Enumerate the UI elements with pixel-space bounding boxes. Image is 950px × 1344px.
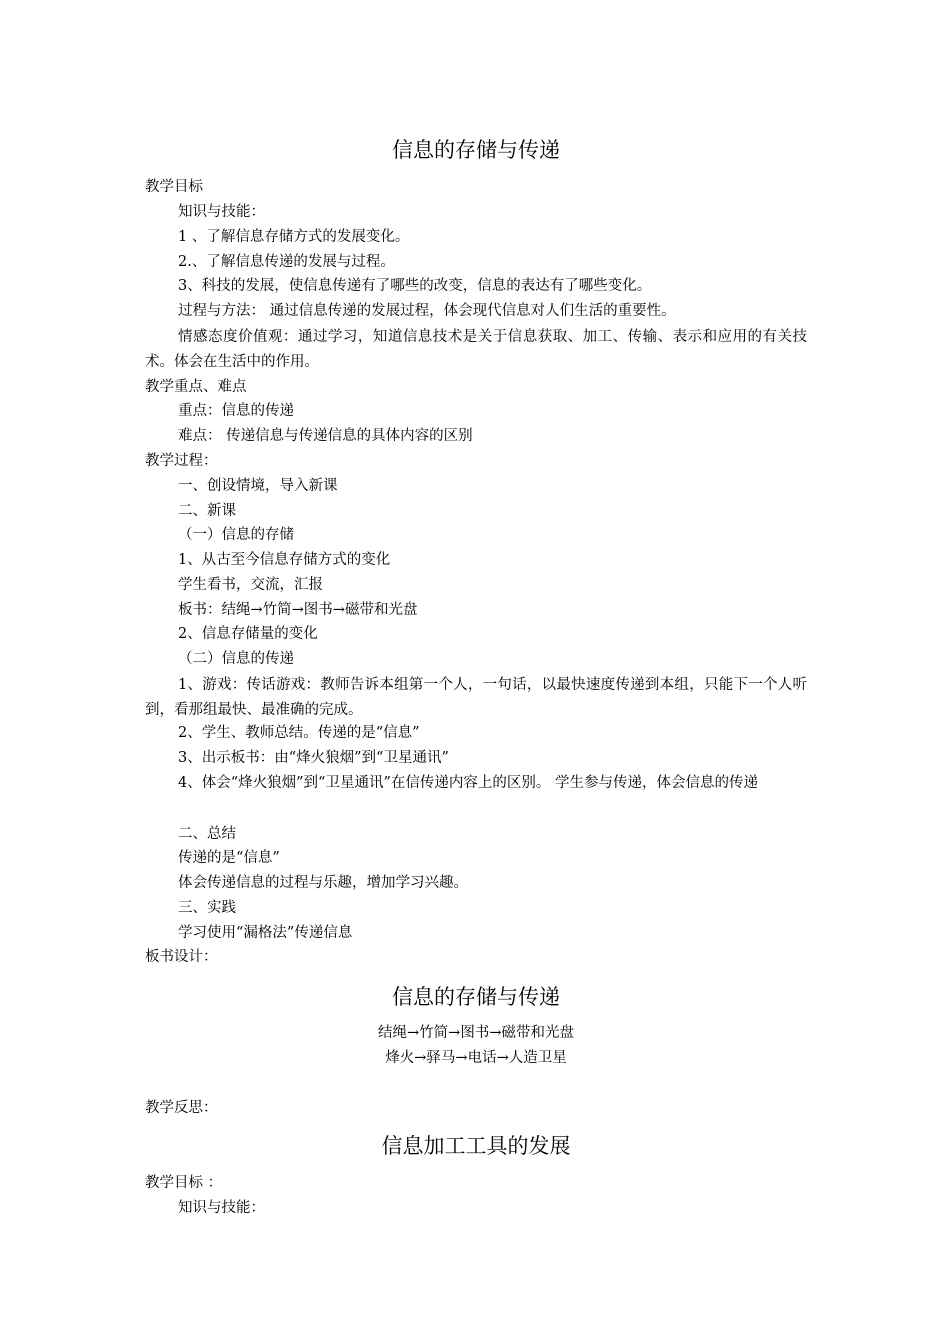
sub2-item-1: 1、游戏：传话游戏：教师告诉本组第一个人，一句话，以最快速度传递到本组，只能下一个人听到，看那组最快、最准确的完成。 <box>145 677 807 718</box>
sub-section-2: （二）信息的传递 <box>178 651 294 667</box>
key-point: 重点：信息的传递 <box>178 403 294 419</box>
step-2: 二、新课 <box>178 503 236 519</box>
sub1-item-2: 2、信息存储量的变化 <box>178 626 318 642</box>
objectives-heading: 教学目标 <box>145 179 203 195</box>
board-design-heading: 板书设计： <box>145 949 218 965</box>
sub2-item-3: 3、出示板书：由“烽火狼烟”到“卫星通讯” <box>178 750 449 766</box>
reflection-heading: 教学反思： <box>145 1100 218 1116</box>
step-1: 一、创设情境，导入新课 <box>178 478 338 494</box>
process-methods: 过程与方法： 通过信息传递的发展过程，体会现代信息对人们生活的重要性。 <box>178 303 676 319</box>
board-line-2: 烽火→驿马→电话→人造卫星 <box>385 1050 567 1066</box>
sub2-item-4: 4、体会“烽火狼烟”到“卫星通讯”在信传递内容上的区别。 学生参与传递，体会信息的传递 <box>178 775 758 791</box>
emotion-values: 情感态度价值观：通过学习，知道信息技术是关于信息获取、加工、传输、表示和应用的有关技术。体会在生活中的作用。 <box>145 329 807 370</box>
lesson2-title: 信息加工工具的发展 <box>381 1134 571 1158</box>
sub1-activity: 学生看书，交流，汇报 <box>178 577 323 593</box>
summary-heading: 二、总结 <box>178 826 236 842</box>
sub-section-1: （一）信息的存储 <box>178 527 294 543</box>
lesson2-objectives-heading: 教学目标 ： <box>145 1175 223 1191</box>
difficult-point: 难点： 传递信息与传递信息的具体内容的区别 <box>178 428 473 444</box>
sub1-item-1: 1、从古至今信息存储方式的变化 <box>178 552 391 568</box>
goal-2: 2.、了解信息传递的发展与过程。 <box>178 254 395 270</box>
key-points-heading: 教学重点、难点 <box>145 379 247 395</box>
goal-3: 3、科技的发展，使信息传递有了哪些的改变，信息的表达有了哪些变化。 <box>178 278 652 294</box>
sub2-item-2: 2、学生、教师总结。传递的是“信息” <box>178 725 420 741</box>
board-line-1: 结绳→竹简→图书→磁带和光盘 <box>378 1025 574 1041</box>
knowledge-skills-label: 知识与技能： <box>178 204 265 220</box>
lesson2-knowledge-skills: 知识与技能： <box>178 1200 265 1216</box>
practice-heading: 三、实践 <box>178 900 236 916</box>
process-heading: 教学过程： <box>145 453 218 469</box>
sub1-board: 板书：结绳→竹简→图书→磁带和光盘 <box>178 602 418 618</box>
summary-2: 体会传递信息的过程与乐趣，增加学习兴趣。 <box>178 875 468 891</box>
lesson1-title: 信息的存储与传递 <box>392 138 560 162</box>
summary-1: 传递的是“信息” <box>178 850 280 866</box>
practice-1: 学习使用“漏格法”传递信息 <box>178 925 353 941</box>
goal-1: 1 、了解信息存储方式的发展变化。 <box>178 229 410 245</box>
board-title: 信息的存储与传递 <box>392 985 560 1009</box>
